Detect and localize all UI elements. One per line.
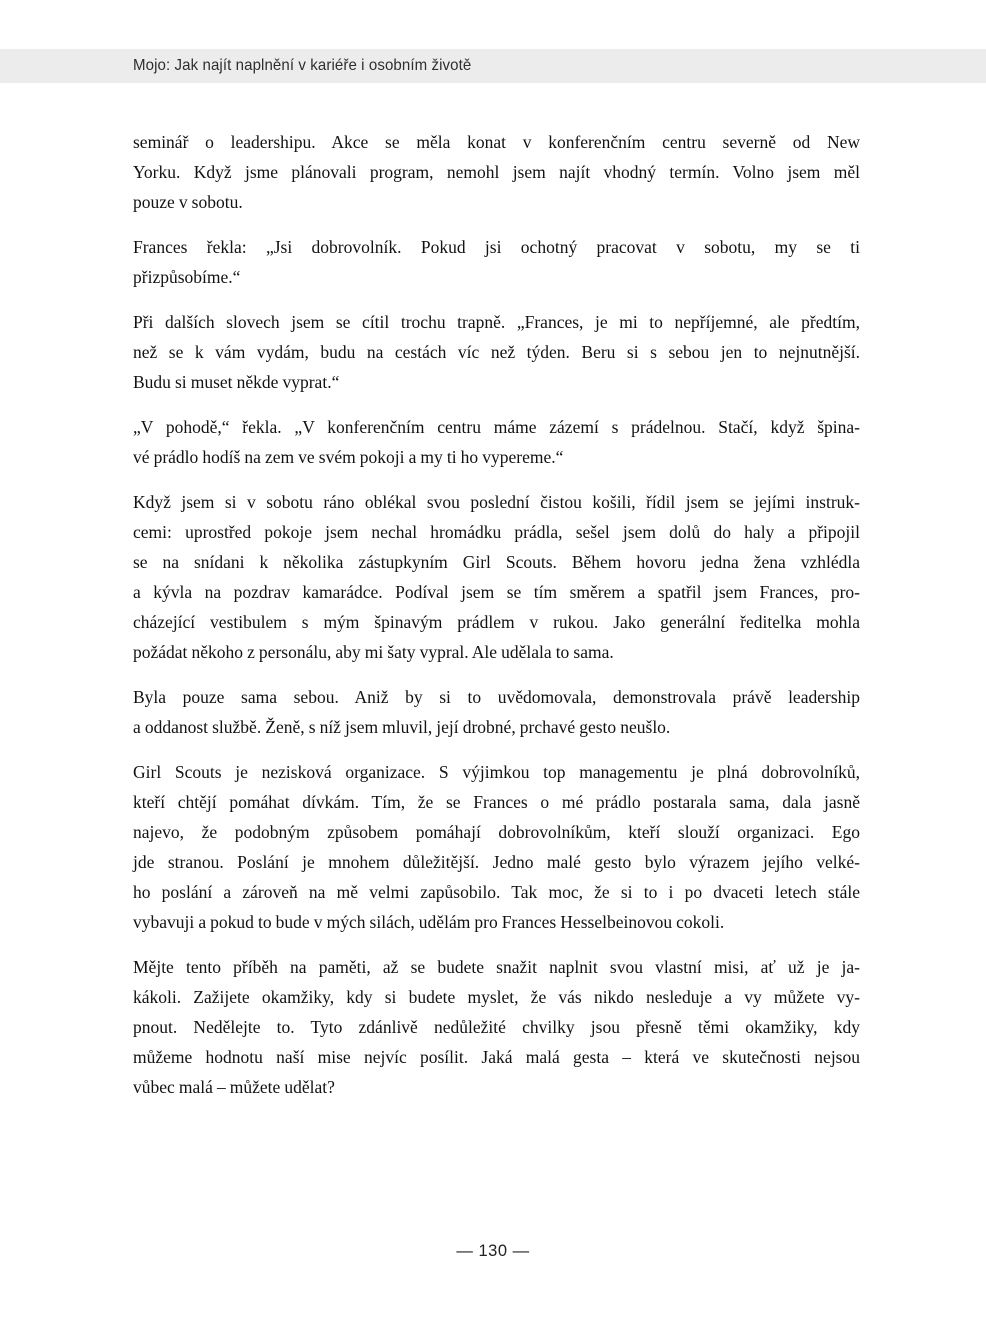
page-number: — 130 — (456, 1242, 530, 1260)
text-line: a kývla na pozdrav kamarádce. Podíval jsem se tím směrem a spatřil jsem Frances, pro- (133, 582, 860, 602)
text-line: pnout. Nedělejte to. Tyto zdánlivě nedůležité chvilky jsou přesně těmi okamžiky, kdy (133, 1017, 860, 1037)
text-line: Frances řekla: „Jsi dobrovolník. Pokud jsi ochotný pracovat v sobotu, my se ti (133, 237, 860, 257)
text-line: Mějte tento příběh na paměti, až se budete snažit naplnit svou vlastní misi, ať už je ja- (133, 957, 860, 977)
text-line: Byla pouze sama sebou. Aniž by si to uvědomovala, demonstrovala právě leadership (133, 687, 860, 707)
text-line: a oddanost službě. Ženě, s níž jsem mluvil, její drobné, prchavé gesto neušlo. (133, 717, 671, 737)
paragraph (133, 952, 860, 1102)
text-line: najevo, že podobným způsobem pomáhají dobrovolníkům, kteří slouží organizaci. Ego (133, 822, 860, 842)
paragraph (133, 757, 860, 937)
paragraph (133, 127, 860, 217)
paragraph (133, 487, 860, 667)
text-line: můžeme hodnotu naší mise nejvíc posílit. Jaká malá gesta – která ve skutečnosti nejsou (133, 1047, 860, 1067)
text-line: vé prádlo hodíš na zem ve svém pokoji a my ti ho vypereme.“ (133, 447, 564, 467)
text-line: pouze v sobotu. (133, 192, 243, 212)
running-header (0, 49, 986, 83)
paragraph (133, 412, 860, 472)
text-line: kákoli. Zažijete okamžiky, kdy si budete myslet, že vás nikdo nesleduje a vy můžete vy- (133, 987, 860, 1007)
page-body (133, 127, 860, 1117)
text-line: než se k vám vydám, budu na cestách víc než týden. Beru si s sebou jen to nejnutnější. (133, 342, 860, 362)
text-line: kteří chtějí pomáhat dívkám. Tím, že se Frances o mé prádlo postarala sama, dala jasně (133, 792, 860, 812)
text-line: „V pohodě,“ řekla. „V konferenčním centru máme zázemí s prádelnou. Stačí, když špina- (133, 417, 860, 437)
text-line: ho poslání a zároveň na mě velmi zapůsobilo. Tak moc, že si to i po dvaceti letech stále (133, 882, 860, 902)
text-line: Budu si muset někde vyprat.“ (133, 372, 340, 392)
text-line: vybavuji a pokud to bude v mých silách, udělám pro Frances Hesselbeinovou cokoli. (133, 912, 725, 932)
text-line: Yorku. Když jsme plánovali program, nemohl jsem najít vhodný termín. Volno jsem měl (133, 162, 860, 182)
text-line: požádat někoho z personálu, aby mi šaty vypral. Ale udělala to sama. (133, 642, 614, 662)
text-line: cházející vestibulem s mým špinavým prádlem v rukou. Jako generální ředitelka mohla (133, 612, 860, 632)
running-header-title: Mojo: Jak najít naplnění v kariéře i osobním životě (133, 57, 472, 74)
paragraph (133, 682, 860, 742)
text-line: přizpůsobíme.“ (133, 267, 241, 287)
text-line: seminář o leadershipu. Akce se měla konat v konferenčním centru severně od New (133, 132, 860, 152)
text-line: cemi: uprostřed pokoje jsem nechal hromádku prádla, sešel jsem dolů do haly a připojil (133, 522, 860, 542)
text-line: Když jsem si v sobotu ráno oblékal svou poslední čistou košili, řídil jsem se jejími instruk- (133, 492, 860, 512)
text-line: se na snídani k několika zástupkyním Girl Scouts. Během hovoru jedna žena vzhlédla (133, 552, 860, 572)
text-line: Girl Scouts je nezisková organizace. S výjimkou top managementu je plná dobrovolníků, (133, 762, 860, 782)
text-line: vůbec malá – můžete udělat? (133, 1077, 335, 1097)
text-line: jde stranou. Poslání je mnohem důležitější. Jedno malé gesto bylo výrazem jejího velké- (133, 852, 860, 872)
paragraph (133, 232, 860, 292)
paragraph (133, 307, 860, 397)
text-line: Při dalších slovech jsem se cítil trochu trapně. „Frances, je mi to nepříjemné, ale předtím, (133, 312, 860, 332)
